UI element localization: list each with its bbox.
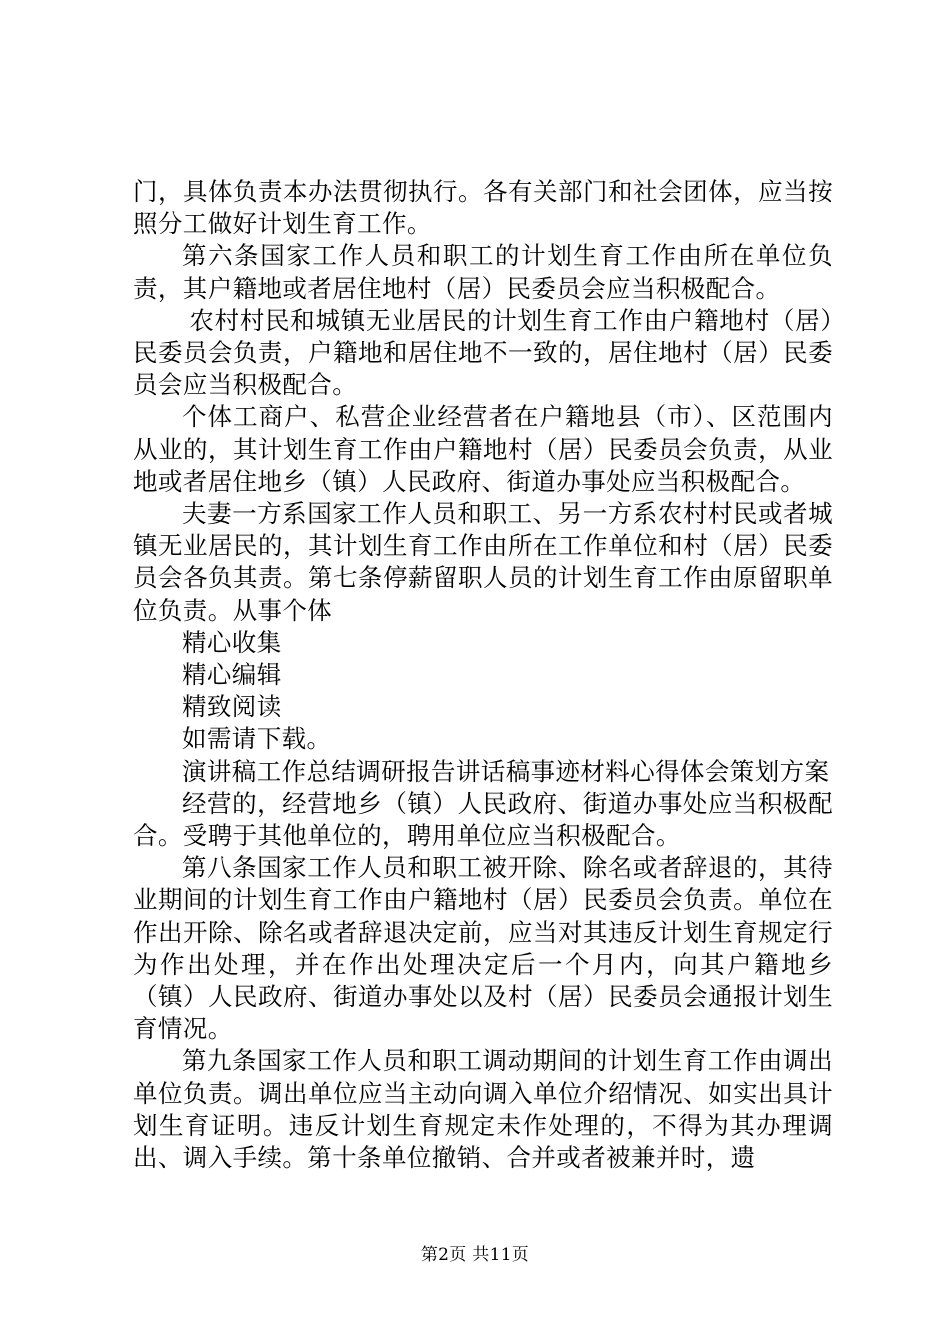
paragraph-9: 如需请下载。: [182, 724, 332, 754]
paragraph-1: 门，具体负责本办法贯彻执行。各有关部门和社会团体，应当按照分工做好计划生育工作。: [133, 177, 833, 239]
page-number-footer: 第2页 共11页: [420, 1245, 530, 1265]
paragraph-10: 演讲稿工作总结调研报告讲话稿事迹材料心得体会策划方案: [182, 756, 830, 786]
paragraph-11: 经营的，经营地乡（镇）人民政府、街道办事处应当积极配合。受聘于其他单位的，聘用单位应当积极配合。: [133, 788, 833, 851]
paragraph-13: 第九条国家工作人员和职工调动期间的计划生育工作由调出单位负责。调出单位应当主动向调入单位介绍情况、如实出具计划生育证明。违反计划生育规定未作处理的，不得为其办理调出、调入手续。第十条单位撤销、合并或者被兼并时，遗: [133, 1046, 833, 1173]
paragraph-2: 第六条国家工作人员和职工的计划生育工作由所在单位负责，其户籍地或者居住地村（居）民委员会应当积极配合。: [133, 241, 833, 303]
paragraph-4: 个体工商户、私营企业经营者在户籍地县（市）、区范围内从业的，其计划生育工作由户籍地村（居）民委员会负责，从业地或者居住地乡（镇）人民政府、街道办事处应当积极配合。: [133, 402, 833, 496]
paragraph-6: 精心收集: [182, 627, 282, 657]
paragraph-8: 精致阅读: [182, 692, 282, 722]
paragraph-5: 夫妻一方系国家工作人员和职工、另一方系农村村民或者城镇无业居民的，其计划生育工作由所在工作单位和村（居）民委员会各负其责。第七条停薪留职人员的计划生育工作由原留职单位负责。从事个体: [133, 499, 833, 625]
paragraph-3: 农村村民和城镇无业居民的计划生育工作由户籍地村（居）民委员会负责，户籍地和居住地不一致的，居住地村（居）民委员会应当积极配合。: [133, 305, 833, 400]
paragraph-7: 精心编辑: [182, 660, 282, 690]
paragraph-12: 第八条国家工作人员和职工被开除、除名或者辞退的，其待业期间的计划生育工作由户籍地村（居）民委员会负责。单位在作出开除、除名或者辞退决定前，应当对其违反计划生育规定行为作出处理，并在作出处理决定后一个月内，向其户籍地乡（镇）人民政府、街道办事处以及村（居）民委员会通报计划生育情况。: [133, 853, 833, 1044]
document-body: [133, 176, 833, 1174]
